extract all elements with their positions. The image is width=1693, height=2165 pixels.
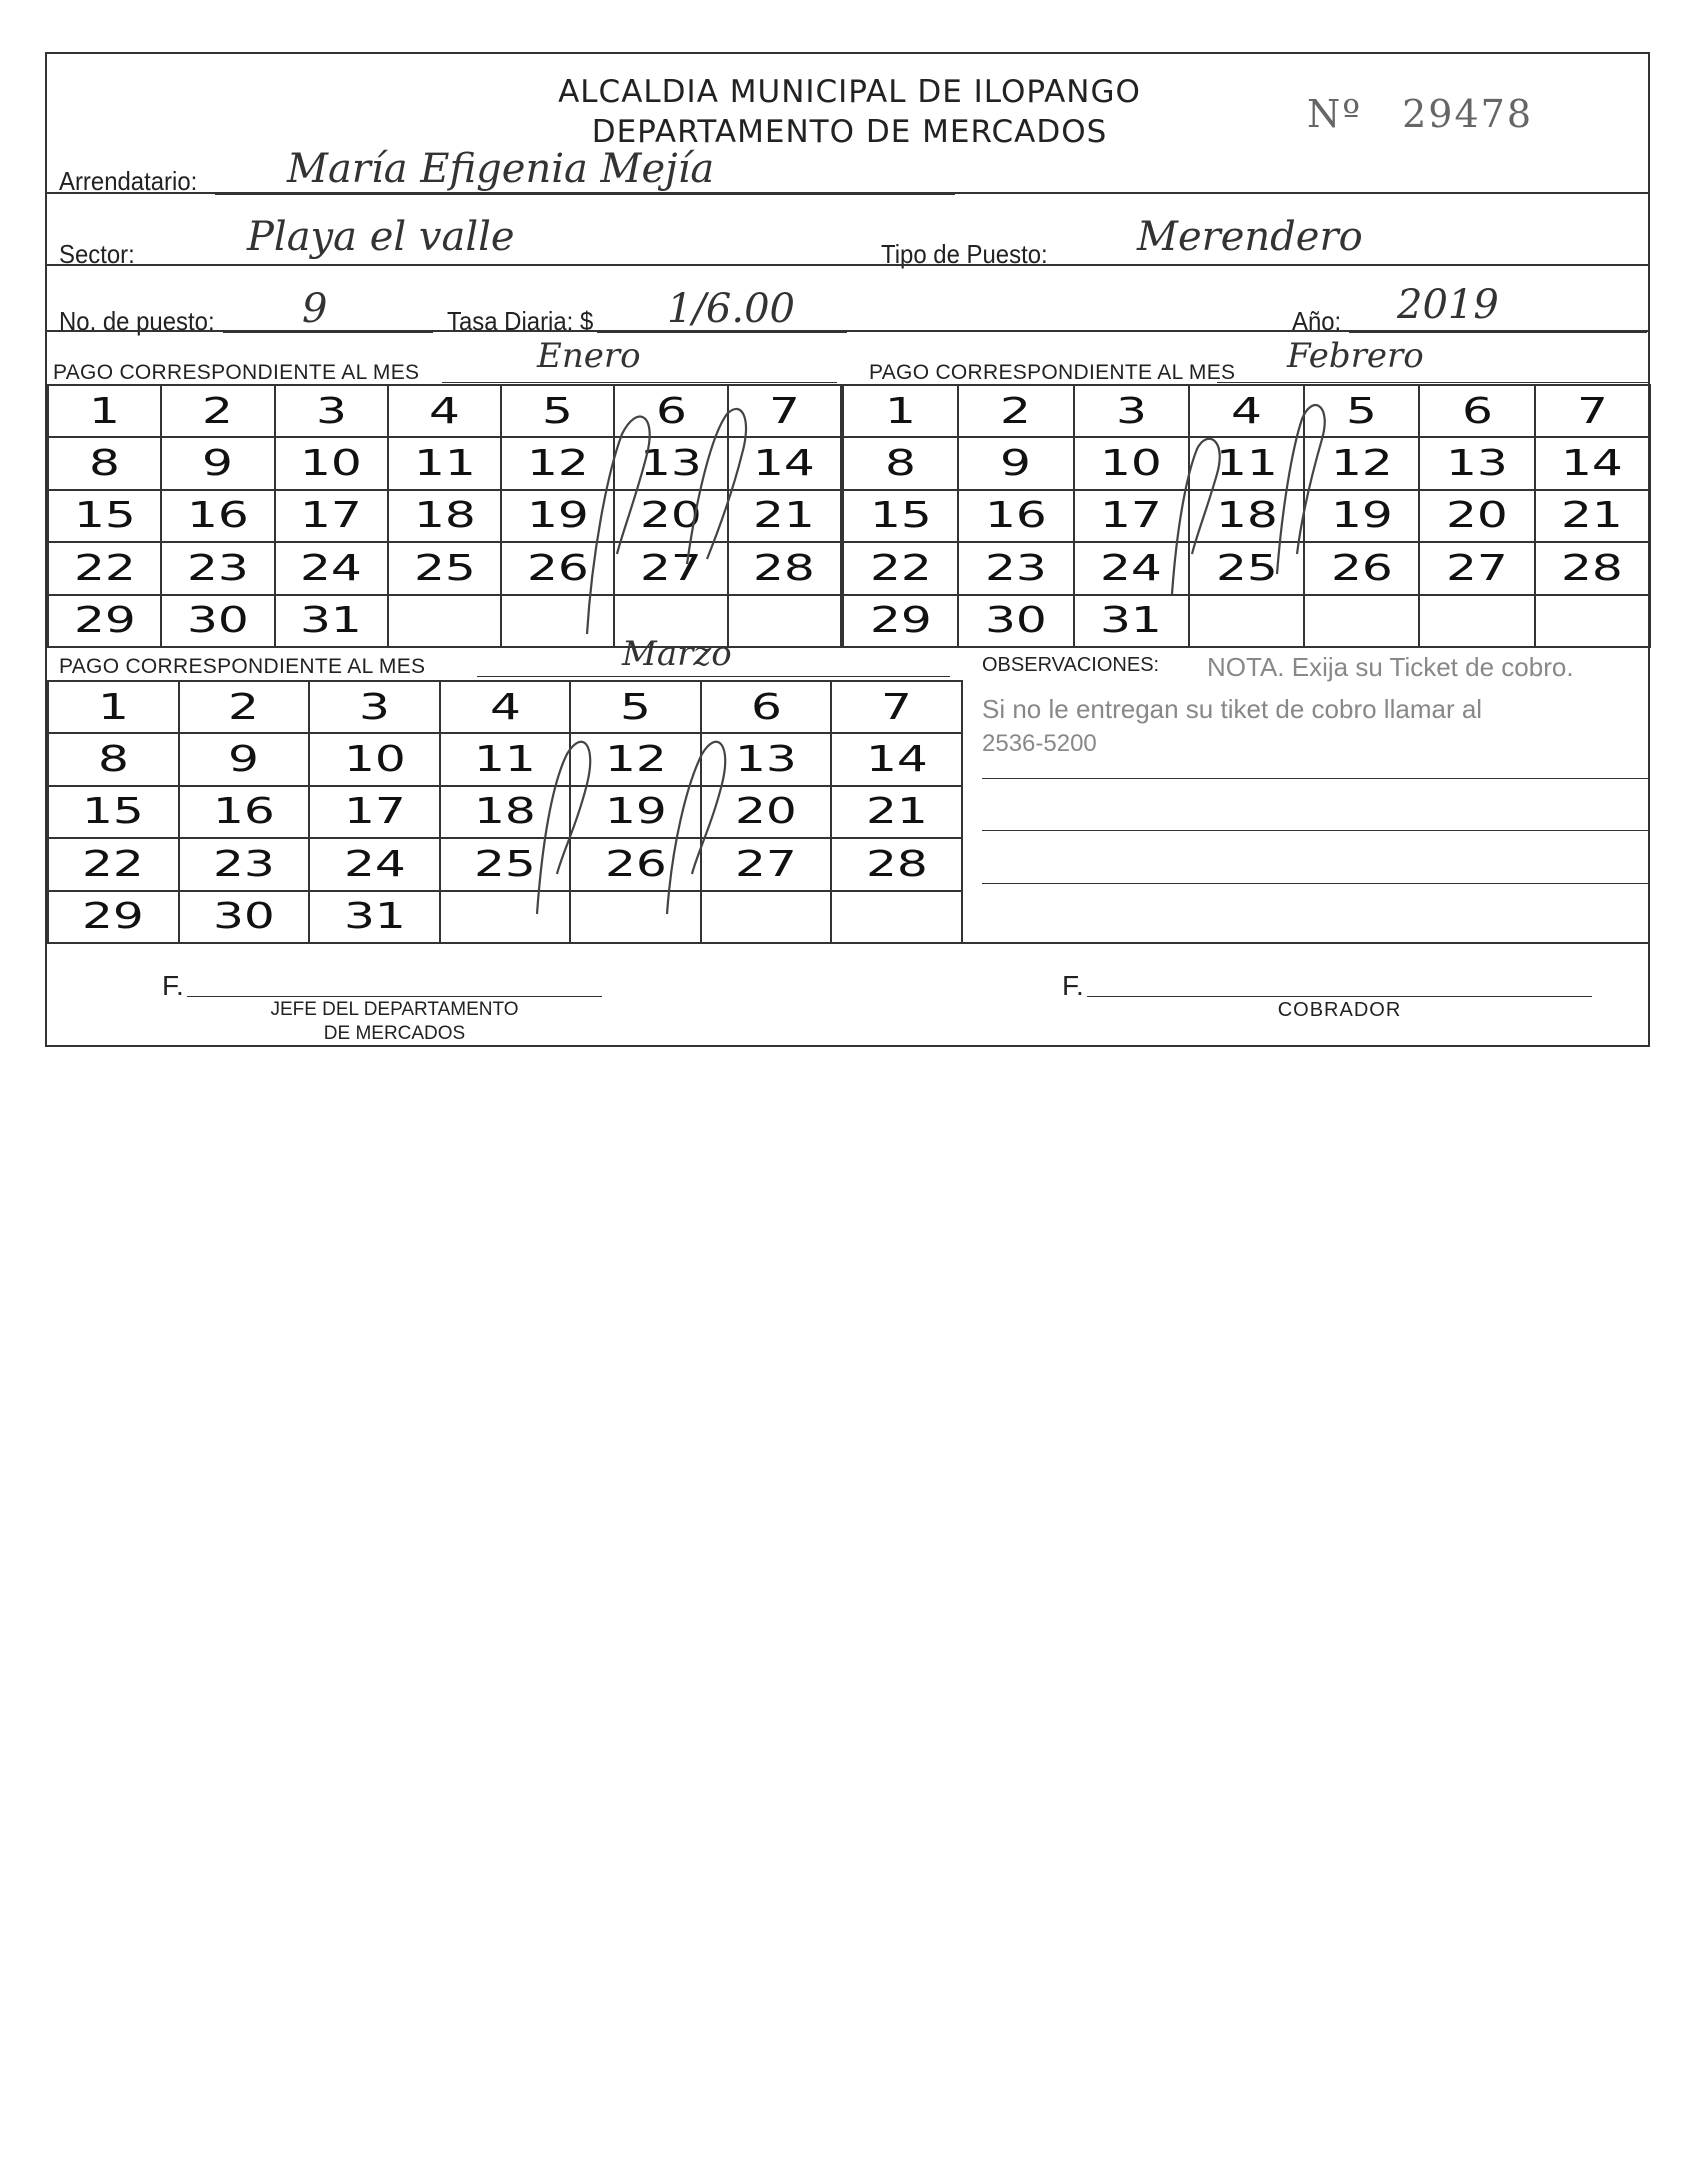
calendar-day-number: 10 [343,739,406,781]
calendar-day-number: 16 [984,495,1047,537]
calendar-day-number: 30 [984,600,1047,642]
calendar-week-row [48,490,841,542]
month-value-marzo: Marzo [622,634,732,674]
calendar-enero [47,384,842,648]
arrendatario-value: María Efigenia Mejía [287,146,715,192]
calendar-day-cell [501,490,614,542]
calendar-day-number: 31 [1100,600,1163,642]
calendar-day-number: 25 [413,547,476,589]
calendar-day-cell [1074,542,1189,594]
calendar-day-cell [388,490,501,542]
observaciones-note-2: Si no le entregan su tiket de cobro llamar al [982,694,1483,724]
calendar-day-number: 26 [1330,547,1393,589]
calendar-day-cell [1304,437,1419,489]
observaciones-label: OBSERVACIONES: [982,654,1160,676]
calendar-day-cell [161,437,274,489]
calendar-day-number: 21 [865,791,928,833]
calendar-day-cell [1535,437,1650,489]
calendar-day-cell [1189,437,1304,489]
calendar-week-row [48,891,962,943]
signature-caption-jefe [187,998,602,1046]
calendar-day-cell [831,733,962,785]
jefe-caption-line1: JEFE DEL DEPARTAMENTO [270,999,519,1020]
calendar-day-number: 26 [526,547,589,589]
calendar-day-cell [48,733,179,785]
observaciones-line [982,883,1650,884]
calendar-day-number: 6 [750,686,782,728]
calendar-day-number: 20 [735,791,798,833]
anio-label: Año: [1292,306,1342,336]
calendar-day-cell [179,786,310,838]
calendar-day-number: 11 [1215,443,1278,485]
calendar-day-cell [275,595,388,647]
calendar-day-number: 30 [212,896,275,938]
calendar-day-cell [275,437,388,489]
calendar-day-number: 6 [1461,390,1493,432]
calendar-day-number: 27 [1446,547,1508,589]
calendar-day-cell [48,542,161,594]
calendar-day-cell [958,437,1073,489]
calendar-day-cell [48,490,161,542]
calendar-day-number: 19 [1330,495,1393,537]
calendar-day-number: 15 [73,495,136,537]
calendar-week-row [843,385,1650,437]
calendar-day-cell [388,595,501,647]
calendar-day-number: 31 [300,600,363,642]
calendar-day-number: 19 [604,791,667,833]
calendar-day-number: 18 [474,791,536,833]
department-title: DEPARTAMENTO DE MERCADOS [591,114,1108,150]
calendar-day-cell [388,385,501,437]
calendar-day-cell [958,490,1073,542]
calendar-day-cell [701,891,832,943]
calendar-day-cell [1535,542,1650,594]
calendar-day-number: 1 [89,390,121,432]
calendar-day-cell [275,542,388,594]
sector-label: Sector: [59,239,135,269]
calendar-week-row [48,542,841,594]
folio-number [1307,92,1533,136]
calendar-day-cell [1535,385,1650,437]
calendar-day-number: 5 [620,686,651,728]
calendar-day-number: 28 [753,547,816,589]
calendar-day-cell [48,681,179,733]
calendar-day-cell [48,595,161,647]
calendar-day-number: 24 [300,547,363,589]
calendar-day-number: 25 [1215,547,1278,589]
month-label-febrero: PAGO CORRESPONDIENTE AL MES [869,361,1236,384]
calendar-day-cell [831,786,962,838]
calendar-day-number: 10 [300,443,363,485]
observaciones-note-3: 2536-5200 [982,730,1097,757]
arrendatario-underline [215,194,955,195]
calendar-day-cell [1189,490,1304,542]
calendar-day-cell [179,681,310,733]
calendar-day-number: 27 [735,843,798,885]
calendar-day-number: 22 [869,547,932,589]
calendar-week-row [48,733,962,785]
calendar-day-cell [570,891,701,943]
calendar-day-cell [1189,542,1304,594]
calendar-day-cell [440,681,571,733]
folio-symbol: Nº [1307,92,1363,136]
calendar-day-cell [728,542,841,594]
calendar-day-number: 4 [1231,390,1262,432]
calendar-day-number: 18 [413,495,476,537]
anio-value: 2019 [1397,282,1499,328]
calendar-day-number: 4 [429,390,460,432]
sector-value: Playa el valle [247,214,515,260]
calendar-day-cell [48,891,179,943]
calendar-day-number: 11 [474,739,536,781]
calendar-day-number: 13 [735,739,798,781]
calendar-day-cell [1304,490,1419,542]
calendar-day-cell [1304,595,1419,647]
calendar-day-number: 24 [1100,547,1163,589]
calendar-day-cell [701,838,832,890]
calendar-day-number: 29 [82,896,145,938]
calendar-day-number: 31 [343,896,406,938]
calendar-day-cell [1304,385,1419,437]
calendar-day-number: 17 [1100,495,1163,537]
calendar-day-cell [388,437,501,489]
calendar-week-row [48,437,841,489]
calendar-day-cell [1419,595,1534,647]
calendar-day-number: 12 [1330,443,1393,485]
calendar-day-number: 14 [865,739,928,781]
calendar-day-number: 22 [73,547,136,589]
calendar-day-number: 8 [89,443,121,485]
calendar-day-cell [1535,595,1650,647]
calendar-day-number: 28 [865,843,928,885]
calendar-day-cell [570,733,701,785]
calendar-day-number: 17 [343,791,406,833]
calendar-day-cell [179,838,310,890]
calendar-day-number: 14 [1561,443,1624,485]
calendar-day-number: 14 [753,443,816,485]
calendar-day-number: 26 [604,843,667,885]
calendar-day-number: 27 [640,547,702,589]
calendar-day-cell [843,595,958,647]
calendar-day-cell [701,681,832,733]
month-underline-marzo [477,676,950,677]
calendar-week-row [48,786,962,838]
row-divider [47,330,1650,332]
calendar-day-cell [831,838,962,890]
calendar-day-number: 3 [358,686,390,728]
calendar-week-row [48,838,962,890]
calendar-day-cell [728,490,841,542]
puesto-value: 9 [302,286,328,332]
calendar-day-number: 29 [73,600,136,642]
calendar-day-number: 10 [1100,443,1163,485]
calendar-day-number: 21 [753,495,816,537]
calendar-day-number: 13 [640,443,702,485]
calendar-day-cell [179,733,310,785]
calendar-day-cell [701,786,832,838]
calendar-day-number: 9 [1000,443,1032,485]
calendar-day-cell [275,385,388,437]
calendar-day-cell [1074,595,1189,647]
calendar-day-cell [161,385,274,437]
jefe-caption-line2: DE MERCADOS [323,1023,466,1044]
calendar-day-cell [958,542,1073,594]
calendar-day-cell [728,437,841,489]
puesto-label: No. de puesto: [59,306,215,336]
month-value-enero: Enero [537,336,641,376]
calendar-day-cell [1535,490,1650,542]
signature-f-cobrador: F. [1062,970,1084,1001]
month-underline-enero [442,382,837,383]
calendar-day-number: 20 [640,495,702,537]
calendar-day-cell [1189,385,1304,437]
calendar-day-cell [1419,490,1534,542]
calendar-day-cell [1419,542,1534,594]
calendar-day-cell [570,786,701,838]
signature-divider [47,942,1650,944]
calendar-day-number: 16 [212,791,275,833]
calendar-day-cell [1074,385,1189,437]
calendar-day-cell [843,385,958,437]
calendar-day-number: 7 [881,686,913,728]
calendar-day-cell [958,595,1073,647]
calendar-day-number: 22 [82,843,145,885]
calendar-day-cell [309,786,440,838]
calendar-day-number: 7 [768,390,800,432]
calendar-day-number: 9 [228,739,260,781]
calendar-day-cell [958,385,1073,437]
calendar-marzo [47,680,963,944]
month-underline-febrero [1217,382,1650,383]
calendar-day-cell [831,891,962,943]
calendar-day-cell [309,681,440,733]
month-label-marzo: PAGO CORRESPONDIENTE AL MES [59,655,426,678]
calendar-day-cell [179,891,310,943]
calendar-day-number: 6 [655,390,687,432]
calendar-week-row [843,490,1650,542]
calendar-day-cell [614,542,727,594]
signature-caption-cobrador: COBRADOR [1277,999,1402,1021]
observaciones-note-1: NOTA. Exija su Ticket de cobro. [1207,652,1574,682]
calendar-day-number: 9 [202,443,234,485]
row-divider [47,192,1650,194]
row-divider [47,264,1650,266]
calendar-day-number: 5 [542,390,574,432]
calendar-day-cell [843,490,958,542]
calendar-day-cell [501,437,614,489]
calendar-day-cell [1189,595,1304,647]
calendar-day-cell [570,681,701,733]
calendar-week-row [48,681,962,733]
arrendatario-label: Arrendatario: [59,166,198,196]
calendar-day-cell [1074,490,1189,542]
calendar-day-number: 12 [604,739,667,781]
calendar-day-cell [48,786,179,838]
calendar-day-number: 8 [97,739,129,781]
calendar-day-cell [440,838,571,890]
calendar-day-cell [309,733,440,785]
anio-underline [1349,332,1647,333]
calendar-day-cell [728,385,841,437]
calendar-day-number: 13 [1446,443,1508,485]
calendar-day-number: 4 [489,686,521,728]
calendar-week-row [843,437,1650,489]
calendar-day-cell [48,838,179,890]
calendar-day-cell [501,385,614,437]
calendar-day-cell [388,542,501,594]
calendar-day-cell [614,385,727,437]
calendar-day-number: 24 [343,843,406,885]
calendar-day-number: 21 [1561,495,1624,537]
calendar-day-number: 7 [1576,390,1608,432]
market-payment-form [45,52,1650,1047]
calendar-day-number: 15 [82,791,145,833]
calendar-day-number: 2 [202,390,234,432]
calendar-day-cell [614,490,727,542]
calendar-febrero [842,384,1651,648]
calendar-day-number: 8 [885,443,917,485]
month-value-febrero: Febrero [1287,336,1424,376]
calendar-day-number: 23 [186,547,249,589]
observaciones-line [982,778,1650,779]
calendar-day-number: 12 [526,443,589,485]
observaciones-line [982,830,1650,831]
calendar-day-number: 15 [869,495,932,537]
calendar-day-cell [309,891,440,943]
calendar-day-number: 3 [1115,390,1147,432]
tasa-diaria-value: 1/6.00 [667,286,795,332]
calendar-day-cell [440,891,571,943]
calendar-week-row [843,542,1650,594]
month-label-enero: PAGO CORRESPONDIENTE AL MES [53,361,420,384]
calendar-day-number: 19 [526,495,589,537]
calendar-day-cell [309,838,440,890]
calendar-day-number: 23 [984,547,1047,589]
calendar-day-cell [501,542,614,594]
tasa-diaria-underline [597,332,847,333]
calendar-day-cell [1304,542,1419,594]
signature-line-cobrador [1087,996,1592,997]
calendar-day-cell [161,490,274,542]
tipo-puesto-label: Tipo de Puesto: [881,239,1048,269]
folio-value: 29478 [1402,92,1534,136]
signature-f-jefe: F. [162,970,184,1001]
calendar-day-number: 17 [300,495,363,537]
tasa-diaria-label: Tasa Diaria: $ [447,306,594,336]
calendar-week-row [843,595,1650,647]
calendar-day-number: 23 [212,843,275,885]
tipo-puesto-value: Merendero [1137,214,1363,260]
calendar-day-cell [1419,385,1534,437]
calendar-day-cell [831,681,962,733]
calendar-day-cell [614,437,727,489]
calendar-day-number: 5 [1346,390,1378,432]
calendar-day-cell [440,786,571,838]
calendar-day-cell [701,733,832,785]
calendar-day-number: 1 [97,686,129,728]
signature-line-jefe [187,996,602,997]
calendar-day-cell [161,595,274,647]
calendar-day-number: 1 [885,390,917,432]
municipality-title: ALCALDIA MUNICIPAL DE ILOPANGO [558,74,1141,110]
calendar-day-number: 28 [1561,547,1624,589]
calendar-day-cell [440,733,571,785]
calendar-day-number: 18 [1215,495,1278,537]
calendar-day-number: 20 [1446,495,1508,537]
calendar-day-cell [161,542,274,594]
calendar-day-cell [1419,437,1534,489]
calendar-day-cell [843,437,958,489]
calendar-day-number: 3 [315,390,347,432]
calendar-day-number: 11 [413,443,476,485]
calendar-day-number: 25 [474,843,536,885]
calendar-day-number: 2 [228,686,260,728]
calendar-day-cell [1074,437,1189,489]
puesto-underline [223,332,433,333]
calendar-day-number: 29 [869,600,932,642]
calendar-day-cell [843,542,958,594]
calendar-day-number: 16 [186,495,249,537]
calendar-day-cell [570,838,701,890]
calendar-day-cell [48,385,161,437]
calendar-day-number: 2 [1000,390,1032,432]
calendar-week-row [48,385,841,437]
calendar-day-cell [728,595,841,647]
calendar-day-cell [501,595,614,647]
calendar-day-cell [48,437,161,489]
calendar-day-cell [275,490,388,542]
calendar-day-number: 30 [186,600,249,642]
